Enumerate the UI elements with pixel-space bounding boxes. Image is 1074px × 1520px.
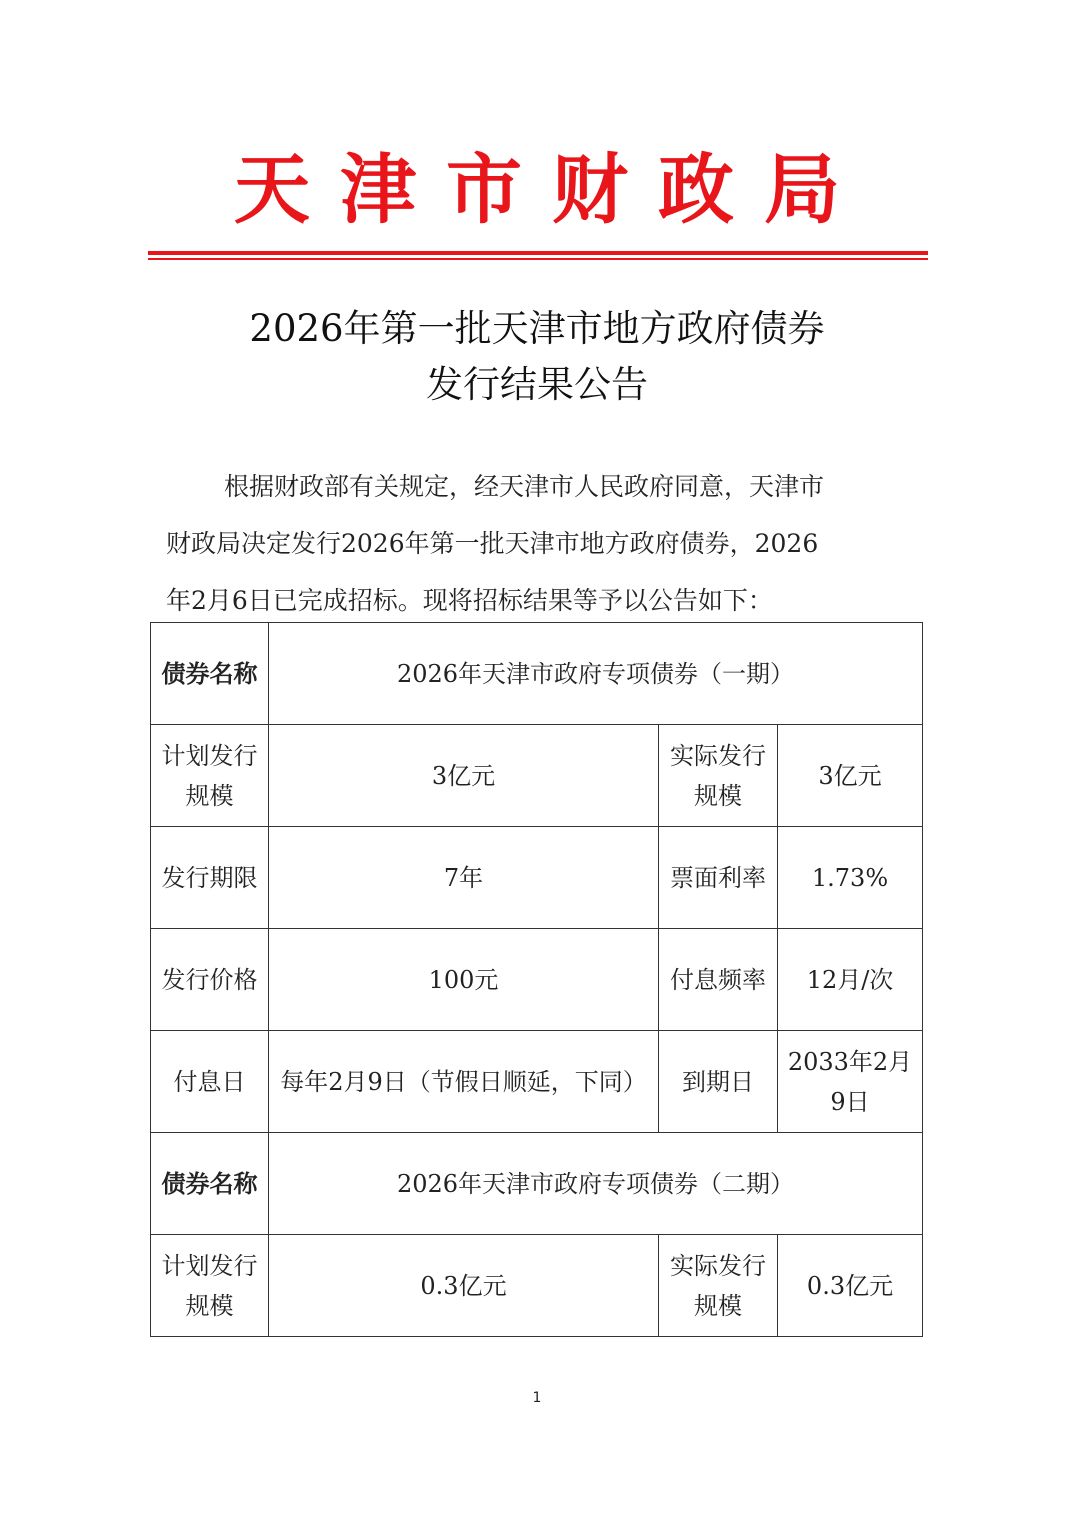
document-title-line1: 2026年第一批天津市地方政府债券 (249, 307, 825, 350)
paragraph-line: 财政局决定发行2026年第一批天津市地方政府债券，2026 (166, 529, 819, 558)
letterhead-rule-thin (148, 258, 928, 260)
table-row (151, 827, 923, 929)
bond2-actual-value: 0.3亿元 (778, 1235, 923, 1337)
bond1-freq-value: 12月/次 (778, 929, 923, 1031)
bond1-paydate-label: 付息日 (151, 1031, 269, 1133)
table-row (151, 623, 923, 725)
table-row (151, 1031, 923, 1133)
bond1-actual-label: 实际发行规模 (659, 725, 778, 827)
bond-results-table (150, 622, 923, 1337)
table-row (151, 1235, 923, 1337)
letterhead-title: 天津市财政局 (234, 145, 870, 234)
intro-paragraph (166, 458, 914, 629)
bond1-planned-label: 计划发行规模 (151, 725, 269, 827)
bond1-actual-value: 3亿元 (778, 725, 923, 827)
bond2-actual-label: 实际发行规模 (659, 1235, 778, 1337)
document-title-line2: 发行结果公告 (426, 363, 648, 406)
bond1-rate-label: 票面利率 (659, 827, 778, 929)
bond1-paydate-value: 每年2月9日（节假日顺延，下同） (269, 1031, 659, 1133)
bond1-maturity-label: 到期日 (659, 1031, 778, 1133)
table-row (151, 929, 923, 1031)
bond1-term-value: 7年 (269, 827, 659, 929)
bond1-freq-label: 付息频率 (659, 929, 778, 1031)
bond2-name: 2026年天津市政府专项债券（二期） (269, 1133, 923, 1235)
table-row (151, 1133, 923, 1235)
bond1-term-label: 发行期限 (151, 827, 269, 929)
bond1-rate-value: 1.73% (778, 827, 923, 929)
bond1-price-label: 发行价格 (151, 929, 269, 1031)
bond1-planned-value: 3亿元 (269, 725, 659, 827)
bond2-name-label: 债券名称 (151, 1133, 269, 1235)
bond1-name: 2026年天津市政府专项债券（一期） (269, 623, 923, 725)
bond1-maturity-value: 2033年2月9日 (778, 1031, 923, 1133)
bond2-planned-value: 0.3亿元 (269, 1235, 659, 1337)
paragraph-line: 年2月6日已完成招标。现将招标结果等予以公告如下： (166, 586, 773, 615)
bond1-price-value: 100元 (269, 929, 659, 1031)
table-row (151, 725, 923, 827)
letterhead-rule-thick (148, 251, 928, 255)
page-number: 1 (532, 1390, 542, 1406)
bond2-planned-label: 计划发行规模 (151, 1235, 269, 1337)
paragraph-line: 根据财政部有关规定，经天津市人民政府同意，天津市 (224, 472, 825, 501)
bond1-name-label: 债券名称 (151, 623, 269, 725)
